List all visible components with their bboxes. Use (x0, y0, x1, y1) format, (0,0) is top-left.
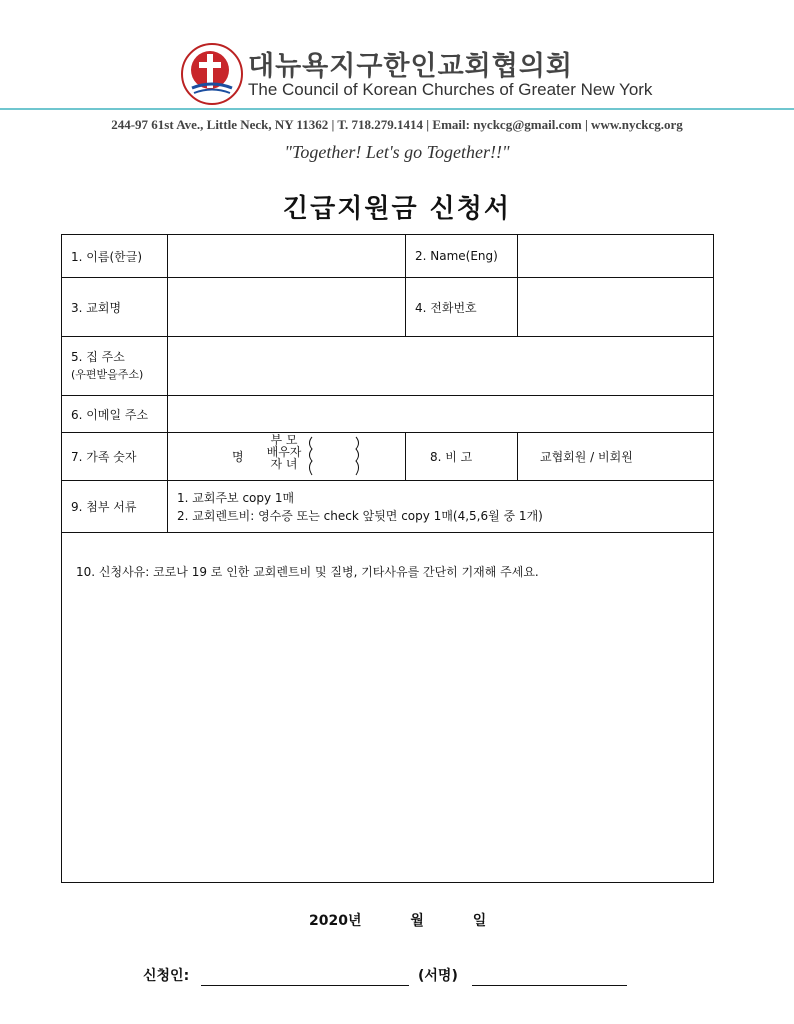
label-note: 8. 비 고 (405, 433, 517, 480)
attachment-item-1: 1. 교회주보 copy 1매 (177, 490, 295, 505)
org-name-english: The Council of Korean Churches of Greater New York (248, 80, 653, 99)
signature-field[interactable] (472, 985, 627, 986)
date-year: 2020년 (309, 913, 362, 929)
family-brackets (306, 435, 366, 477)
application-form (61, 234, 714, 883)
family-spouse: 배우자 (266, 445, 302, 459)
label-address-line1: 5. 집 주소 (71, 350, 125, 364)
row-name (62, 235, 713, 278)
row-family (62, 433, 713, 481)
input-name-en[interactable] (517, 235, 713, 277)
label-attachments: 9. 첨부 서류 (71, 500, 137, 514)
row-email (62, 396, 713, 433)
label-address-line2: (우편받을주소) (71, 368, 144, 381)
date-line (309, 910, 486, 930)
header-divider (0, 108, 794, 110)
row-attachments (62, 481, 713, 533)
motto: "Together! Let's go Together!!" (284, 142, 510, 162)
input-reason[interactable] (62, 593, 713, 882)
form-title: 긴급지원금 신청서 (283, 194, 511, 224)
label-address (62, 337, 167, 395)
label-reason: 10. 신청사유: 코로나 19 로 인한 교회렌트비 및 질병, 기타사유를 간단히 기재해 주세요. (76, 565, 539, 579)
input-phone[interactable] (517, 278, 713, 336)
row-church (62, 278, 713, 337)
label-family: 7. 가족 숫자 (71, 450, 137, 464)
attachment-item-2: 2. 교회렌트비: 영수증 또는 check 앞뒷면 copy 1매(4,5,6월 중 1개) (177, 508, 543, 523)
label-name-ko: 1. 이름(한글) (71, 249, 142, 264)
label-email: 6. 이메일 주소 (71, 407, 149, 422)
input-email[interactable] (167, 396, 713, 432)
input-family[interactable] (167, 433, 405, 480)
date-month: 월 (410, 913, 424, 929)
family-unit: 명 (232, 450, 244, 464)
family-children: 자 녀 (270, 457, 298, 471)
label-phone: 4. 전화번호 (405, 278, 517, 336)
contact-info: 244-97 61st Ave., Little Neck, NY 11362 | T. 718.279.1414 | Email: nyckcg@gmail.com | www.nyckcg.org (111, 117, 683, 132)
member-status[interactable]: 교협회원 / 비회원 (517, 433, 713, 480)
label-name-en: 2. Name(Eng) (405, 235, 517, 277)
cross-seal-icon (180, 42, 244, 106)
row-reason (62, 533, 713, 882)
label-church: 3. 교회명 (71, 300, 122, 315)
signature-label: (서명) (418, 968, 458, 984)
org-name-korean: 대뉴욕지구한인교회협의회 (248, 51, 573, 82)
input-name-ko[interactable] (167, 235, 405, 277)
input-church[interactable] (167, 278, 405, 336)
row-address (62, 337, 713, 396)
attachments-list (167, 481, 713, 532)
applicant-label: 신청인: (143, 968, 190, 984)
input-address[interactable] (167, 337, 713, 395)
family-parents: 부 모 (270, 433, 298, 447)
date-day: 일 (472, 913, 487, 929)
applicant-name-field[interactable] (201, 985, 409, 986)
